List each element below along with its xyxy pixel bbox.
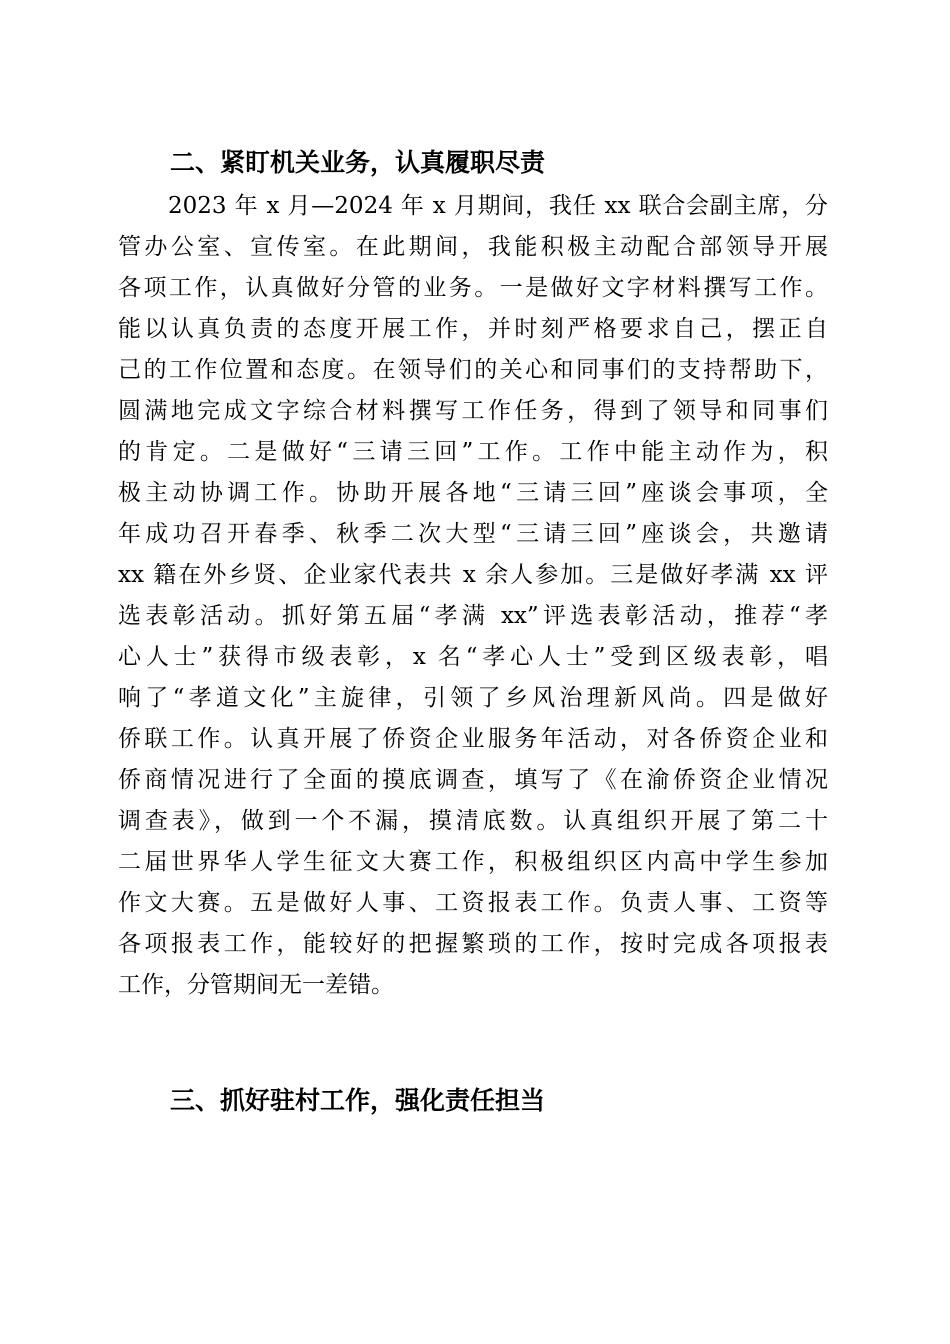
paragraph-line: 极主动协调工作。协助开展各地“三请三回”座谈会事项，全 [118,480,828,506]
paragraph-line: 作文大赛。五是做好人事、工资报表工作。负责人事、工资等 [118,890,828,916]
paragraph-line: xx 籍在外乡贤、企业家代表共 x 余人参加。三是做好孝满 xx 评 [118,562,828,588]
paragraph-line: 管办公室、宣传室。在此期间，我能积极主动配合部领导开展 [118,234,828,260]
paragraph-line: 侨联工作。认真开展了侨资企业服务年活动，对各侨资企业和 [118,726,828,752]
paragraph-line: 的肯定。二是做好“三请三回”工作。工作中能主动作为，积 [118,439,828,465]
paragraph-line: 二届世界华人学生征文大赛工作，积极组织区内高中学生参加 [118,849,828,875]
paragraph-line: 各项报表工作，能较好的把握繁琐的工作，按时完成各项报表 [118,931,828,957]
section-heading-3: 三、抓好驻村工作，强化责任担当 [170,1086,546,1115]
paragraph-line: 能以认真负责的态度开展工作，并时刻严格要求自己，摆正自 [118,316,828,342]
paragraph-line: 2023 年 x 月—2024 年 x 月期间，我任 xx 联合会副主席，分 [168,193,828,219]
paragraph-line: 年成功召开春季、秋季二次大型“三请三回”座谈会，共邀请 [118,521,828,547]
section-2-body-paragraph [118,186,828,1006]
paragraph-line: 调查表》，做到一个不漏，摸清底数。认真组织开展了第二十 [118,808,828,834]
paragraph-line: 己的工作位置和态度。在领导们的关心和同事们的支持帮助下， [118,357,828,383]
paragraph-line: 响了“孝道文化”主旋律，引领了乡风治理新风尚。四是做好 [118,685,828,711]
paragraph-line: 选表彰活动。抓好第五届“孝满 xx”评选表彰活动，推荐“孝 [118,603,828,629]
paragraph-line: 心人士”获得市级表彰，x 名“孝心人士”受到区级表彰，唱 [118,644,828,670]
paragraph-line: 工作，分管期间无一差错。 [118,972,394,998]
section-heading-2: 二、紧盯机关业务，认真履职尽责 [170,148,546,177]
paragraph-line: 圆满地完成文字综合材料撰写工作任务，得到了领导和同事们 [118,398,828,424]
paragraph-line: 各项工作，认真做好分管的业务。一是做好文字材料撰写工作。 [118,275,828,301]
paragraph-line: 侨商情况进行了全面的摸底调查，填写了《在渝侨资企业情况 [118,767,828,793]
